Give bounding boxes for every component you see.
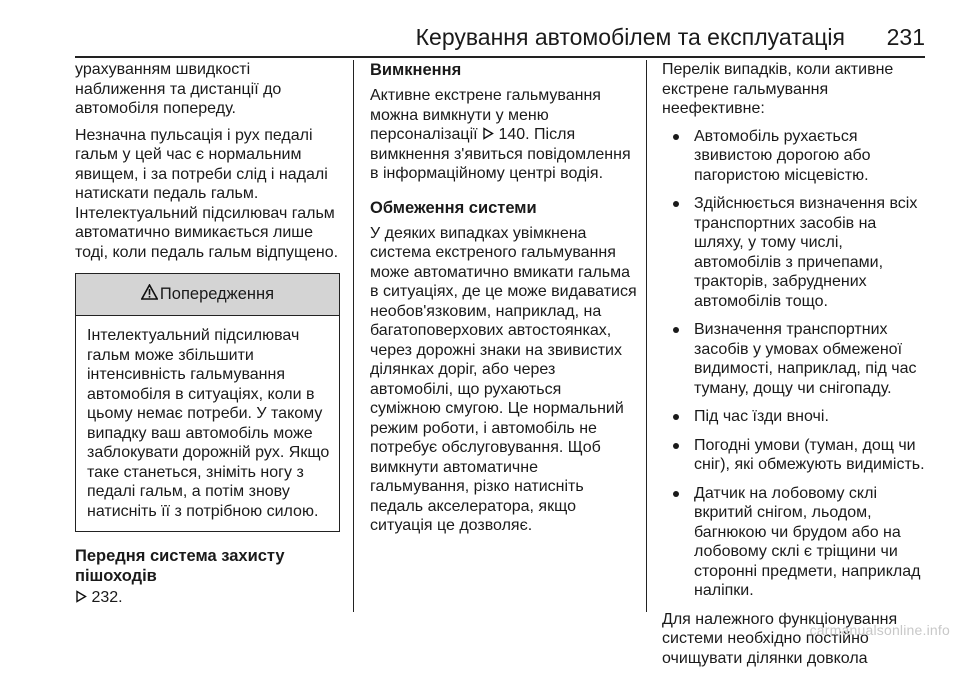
text-line: екстрене гальмування	[662, 80, 829, 98]
text-line: педалі гальм, а потім знову	[87, 483, 290, 500]
text-line: можна вимкнути у меню	[370, 106, 549, 124]
text-line: Погодні умови (туман, дощ чи	[694, 436, 916, 454]
section-heading: Вимкнення	[370, 61, 462, 79]
reference-text: 232.	[91, 589, 123, 606]
text-line: У деяких випадках увімкнена	[370, 224, 587, 242]
text-line: Незначна пульсація і рух педалі	[75, 126, 313, 144]
column-right	[662, 60, 927, 675]
text-line: тракторів, забруднених	[694, 273, 867, 290]
page-number: 231	[886, 24, 925, 50]
text-line: лобовому склі є тріщини чи	[694, 543, 898, 560]
text-line: шляху, у тому числі,	[694, 234, 843, 251]
column-divider	[353, 60, 354, 612]
list-item	[662, 127, 927, 186]
page-header	[75, 22, 925, 58]
list-item	[662, 194, 927, 311]
text-line: натисніть її з потрібною силою.	[87, 502, 319, 520]
text-line: заблокувати дорожній рух. Якщо	[87, 444, 330, 461]
text-line: гальм у цей час є нормальним	[75, 146, 302, 163]
text-fragment: 140. Після	[498, 126, 576, 143]
text-line: автомобілів тощо.	[694, 292, 828, 310]
list-item	[662, 320, 927, 398]
text-line: режим роботи, і автомобіль не	[370, 419, 597, 437]
text-line: звивистою дорогою або	[694, 147, 871, 164]
warning-triangle-icon	[141, 284, 158, 306]
text-line: системи необхідно постійно	[662, 630, 869, 647]
section-heading: Обмеження системи	[370, 198, 537, 217]
text-line: гальм може збільшити	[87, 346, 254, 364]
list-item	[662, 436, 927, 475]
text-line: сторонні предмети, наприклад	[694, 562, 921, 580]
text-line: випадку ваш автомобіль може	[87, 424, 313, 442]
page-reference-icon[interactable]	[482, 126, 494, 146]
text-line: ситуація це дозволяє.	[370, 517, 533, 534]
text-line: може автоматично вмикати гальма	[370, 263, 631, 281]
text-line: багнюкою чи брудом або на	[694, 523, 901, 541]
heading-line: пішоходів	[75, 567, 157, 585]
text-line: Інтелектуальний підсилювач гальм	[75, 204, 335, 222]
text-line: автомобіля попереду.	[75, 100, 236, 117]
text-line: необов'язковим, наприклад, на	[370, 302, 602, 320]
text-line: урахуванням швидкості	[75, 61, 251, 78]
paragraph	[370, 224, 635, 536]
text-line: педаль акселератора, якщо	[370, 497, 576, 515]
warning-title: Попередження	[159, 284, 275, 303]
warning-box	[75, 273, 340, 532]
text-line: наліпки.	[694, 582, 754, 599]
text-line: пагористою місцевістю.	[694, 166, 869, 184]
column-left	[75, 60, 340, 615]
column-divider	[646, 60, 647, 612]
paragraph	[662, 60, 927, 119]
text-line	[370, 125, 635, 145]
text-line: в ситуаціях, де це може видаватися	[370, 283, 637, 300]
text-line: ділянках доріг, або через	[370, 361, 556, 378]
text-line: вимкнути автоматичне	[370, 458, 538, 476]
text-line: суміжною смугою. Це нормальний	[370, 400, 624, 417]
text-line: Автомобіль рухається	[694, 127, 858, 145]
page-reference[interactable]	[75, 588, 340, 608]
paragraph	[75, 126, 340, 263]
text-line: явищем, і за потреби слід і надалі	[75, 165, 328, 183]
text-line: Перелік випадків, коли активне	[662, 61, 894, 78]
text-line: в інформаційному центрі водія.	[370, 165, 604, 182]
text-line: транспортних засобів на	[694, 214, 877, 232]
heading-line: Передня система захисту	[75, 547, 285, 565]
text-line: вимкнення з'явиться повідомлення	[370, 145, 631, 163]
text-line: автомобіля в ситуаціях, коли в	[87, 385, 315, 403]
bullet-list	[662, 127, 927, 601]
text-line: сніг), які обмежують видимість.	[694, 456, 925, 473]
text-line: Визначення транспортних	[694, 321, 888, 338]
text-line: гальмування, різко натисніть	[370, 478, 584, 495]
text-line: Інтелектуальний підсилювач	[87, 327, 300, 344]
text-line: автоматично вимикається лише	[75, 224, 313, 241]
text-line: Активне екстрене гальмування	[370, 87, 601, 104]
paragraph	[75, 60, 340, 119]
text-line: таке станеться, зніміть ногу з	[87, 463, 304, 481]
text-line: вкритий снігом, льодом,	[694, 504, 872, 521]
paragraph	[370, 86, 635, 184]
text-line: Для належного функціонування	[662, 610, 898, 628]
text-line: багатоповерхових автостоянках,	[370, 322, 612, 339]
text-line: неефективне:	[662, 100, 765, 117]
text-line: через дорожні знаки на звивистих	[370, 341, 622, 359]
text-line: очищувати ділянки довкола	[662, 649, 868, 667]
section-heading	[75, 546, 340, 586]
text-line: туману, дощу чи снігопаду.	[694, 379, 892, 397]
column-middle	[370, 60, 635, 543]
text-line: Здійснюється визначення всіх	[694, 195, 918, 212]
text-line: натискати педаль гальм.	[75, 185, 259, 202]
list-item	[662, 407, 927, 427]
text-line: видимості, наприклад, під час	[694, 360, 917, 377]
list-item	[662, 484, 927, 601]
text-line: система екстреного гальмування	[370, 244, 616, 261]
page-reference-icon	[75, 589, 87, 609]
text-line: Під час їзди вночі.	[694, 408, 829, 425]
text-line: Датчик на лобовому склі	[694, 484, 877, 502]
paragraph	[662, 610, 927, 669]
text-line: автомобілі, що рухаються	[370, 380, 562, 398]
text-line: автомобілів з причепами,	[694, 253, 884, 271]
text-line: наближення та дистанції до	[75, 80, 282, 98]
warning-body	[76, 316, 339, 531]
warning-header	[76, 274, 339, 316]
watermark: carmanualsonline.info	[809, 622, 950, 638]
header-title: Керування автомобілем та експлуатація	[415, 24, 845, 50]
text-line: інтенсивність гальмування	[87, 366, 285, 383]
text-line: засобів у умовах обмеженої	[694, 340, 903, 358]
text-line: цьому немає потреби. У такому	[87, 405, 323, 422]
text-line: потребує обслуговування. Щоб	[370, 439, 601, 456]
text-line: тоді, коли педаль гальм відпущено.	[75, 243, 339, 261]
text-fragment: персоналізації	[370, 126, 478, 143]
